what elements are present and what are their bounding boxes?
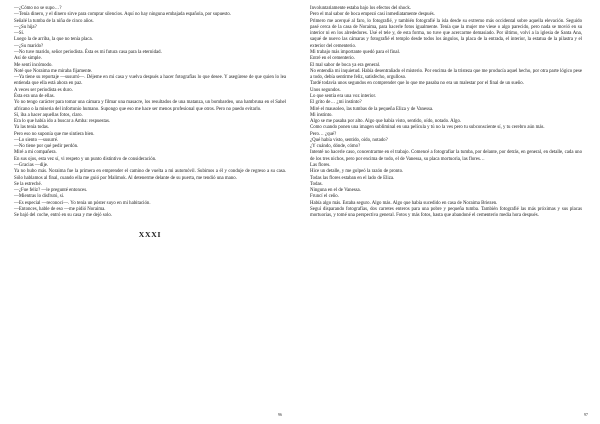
text-line: Ésta era una de ellas.	[14, 93, 55, 99]
page-number: 96	[277, 412, 282, 417]
right-page-text	[310, 6, 582, 220]
text-line: —Tenía dinero, y el dinero sirve para comprar silencios. Aquí no hay ninguna embajada española, por supuesto.	[14, 12, 232, 18]
right-page	[310, 0, 588, 424]
text-line: Intenté no hacerle caso, concentrarme en el trabajo. Comencé a fotografiar la tumba, por delante, por detrás, en general, en detalle, cada uno de los tres nichos, pero por encima de todo, el de Vanessa, su placa mortuoria, las flores…	[310, 150, 582, 162]
text-line: Unos segundos.	[310, 87, 341, 93]
text-line: Algo se me pasaba por alto. Algo que había visto, sentido, oído, notado. Algo.	[310, 119, 462, 125]
text-line: Así de simple.	[14, 56, 42, 62]
text-line: Pero el mal sabor de boca empezó casi inmediatamente después.	[310, 12, 435, 18]
text-line: El grito de… ¿mi instinto?	[310, 100, 362, 106]
text-line: —No tuve marido, señor periodista. Ésta es mi futura casa para la eternidad.	[14, 49, 162, 55]
text-line: Como cuando ponen una imagen subliminal en una película y tú no la ves pero tu subconsciente sí, y tu cerebro aún más.	[310, 125, 545, 131]
text-line: Mi trabajo más importante quedó para el final.	[310, 49, 401, 55]
left-page	[14, 0, 286, 424]
text-line: Ninguna en el de Vanessa.	[310, 188, 361, 194]
text-line: —Mientras lo disfrutó, sí.	[14, 194, 65, 200]
chapter-title: XXXI	[138, 229, 162, 239]
page-number: 97	[583, 412, 588, 417]
text-line: Pero… ¿qué?	[310, 131, 337, 137]
text-line: —¿Su marido?	[14, 43, 44, 49]
text-line: ¿Y cuándo, dónde, cómo?	[310, 144, 361, 150]
text-line: Pero eso no suponía que me sintiera bien.	[14, 131, 95, 137]
text-line: A veces ser periodista es duro.	[14, 87, 73, 93]
text-line: Ya las tenía todas.	[14, 125, 50, 131]
text-line: Involuntariamente estaba bajo los efectos del shock.	[310, 6, 412, 11]
text-line: Mi instinto.	[310, 112, 333, 118]
text-line: —Sí.	[14, 31, 25, 37]
text-line: Se bajó del coche, entró en su casa y me dejó solo.	[14, 213, 113, 219]
text-line: —¿Su hija?	[14, 24, 37, 30]
text-line: Seguí disparando fotografías, dos carretes enteros para una pobre y pequeña tumba. También fotografié las más próximas y sus placas mortuorias, y tomé una perspectiva general. Fotos y más fotos, hasta que abandoné el cementerio media hora después.	[310, 207, 582, 219]
text-line: Noté que Noraima me miraba fijamente.	[14, 68, 93, 74]
text-line: Las flores.	[310, 163, 331, 169]
left-page-text	[14, 6, 286, 220]
text-line: Hice un detalle, y me golpeó la razón de pronto.	[310, 169, 404, 175]
text-line: Ya no hubo más. Noraima fue la primera en emprender el camino de vuelta a mi automóvil. Subimos a él y conduje de regreso a su casa. Sólo hablamos al final, cuando ella me guió por Malimok. Al detenerme delante de su puerta, me tendió una mano.	[14, 169, 286, 181]
text-line: Luego la de arriba, la que no tenía placa.	[14, 37, 93, 43]
text-line: Había algo más. Estaba seguro. Algo más. Algo que había sucedido en casa de Noraima Briezen.	[310, 200, 498, 206]
text-line: —Gracias —dije.	[14, 163, 49, 169]
text-line: Tardé todavía unos segundos en comprender que lo que me pasaba no era un malestar por el final de un sueño.	[310, 81, 524, 87]
text-line: Sí, iba a hacer aquellas fotos, claro.	[14, 112, 83, 118]
text-line: Era lo que había ido a buscar a Amba: respuestas.	[14, 119, 111, 125]
text-line: Se la estreché.	[14, 181, 42, 187]
text-line: El mal sabor de boca ya era general.	[310, 62, 381, 68]
text-line: Me sentí incómodo.	[14, 62, 53, 68]
text-line: Todas las flores estaban en el lado de Eliza.	[310, 175, 395, 181]
text-line: Yo no tengo carácter para tomar una cámara y filmar una masacre, los resultados de una matanza, un bombardeo, una hambruna en el Sahel africano o la miseria del infortunio humano. Supongo que eso me hace ser menos profesional que otros. Pero no puedo evitarlo.	[14, 100, 286, 112]
text-line: —Es especial —reconocí—. Yo tenía un póster suyo en mi habitación.	[14, 200, 151, 206]
text-line: —No tiene por qué pedir perdón.	[14, 144, 79, 150]
text-line: —Lo siento —susurré.	[14, 137, 59, 143]
text-line: ¿Qué había visto, sentido, oído, notado?	[310, 137, 388, 143]
text-line: Entré en el cementerio.	[310, 56, 355, 62]
text-line: —Entonces, hable de eso —me pidió Noraima.	[14, 207, 106, 212]
text-line: —¿Cómo no se supo…?	[14, 6, 62, 11]
text-line: Todas.	[310, 181, 323, 187]
text-line: Miré a mi compañera.	[14, 150, 57, 156]
text-line: Lo que sentía era una voz interior.	[310, 93, 377, 99]
text-line: No entendía mi inquietud. Había desentrañado el misterio. Por encima de la tristeza que me producía aquel hecho, por otra parte lógico pese a todo, debía sentirme feliz, satisfecho, orgulloso.	[310, 68, 582, 81]
text-line: En sus ojos, esta vez sí, vi respeto y un punto distintivo de consideración.	[14, 156, 157, 162]
text-line: Señalé la tumba de la niña de cinco años.	[14, 18, 94, 24]
text-line: —¿Fue feliz? —le pregunté entonces.	[14, 188, 88, 194]
text-line: Primero me acerqué al faro, lo fotografié, y también fotografié la isla desde su extremo más occidental sobre aquella elevación. Seguido pasé cerca de la casa de Noraima, para hacerle fotos igualmente. Tenía que la mujer me viese o algo parecido, pero nada se movió en su interior ni en los alrededores. Usé el tele y, de esta forma, no tuve que acercarme demasiado. Por último, volví a la iglesia de Santa Ana, saqué de nuevo las cámaras y fotografié el templo desde todos los ángulos, la placa de la entrada, el interior, la estatua de la pilastra y el exterior del cementerio.	[310, 18, 582, 49]
text-line: Fruncí el ceño.	[310, 194, 339, 200]
text-line: —Ya tiene su reportaje —susurró—. Déjeme en mi casa y vuelva después a hacer fotografías lo que desee. Y asegúrese de que quien lo lea entienda que ella está ahora en paz.	[14, 75, 286, 87]
text-line: Miré el mausoleo, las tumbas de la pequeña Eliza y de Vanessa.	[310, 106, 434, 112]
